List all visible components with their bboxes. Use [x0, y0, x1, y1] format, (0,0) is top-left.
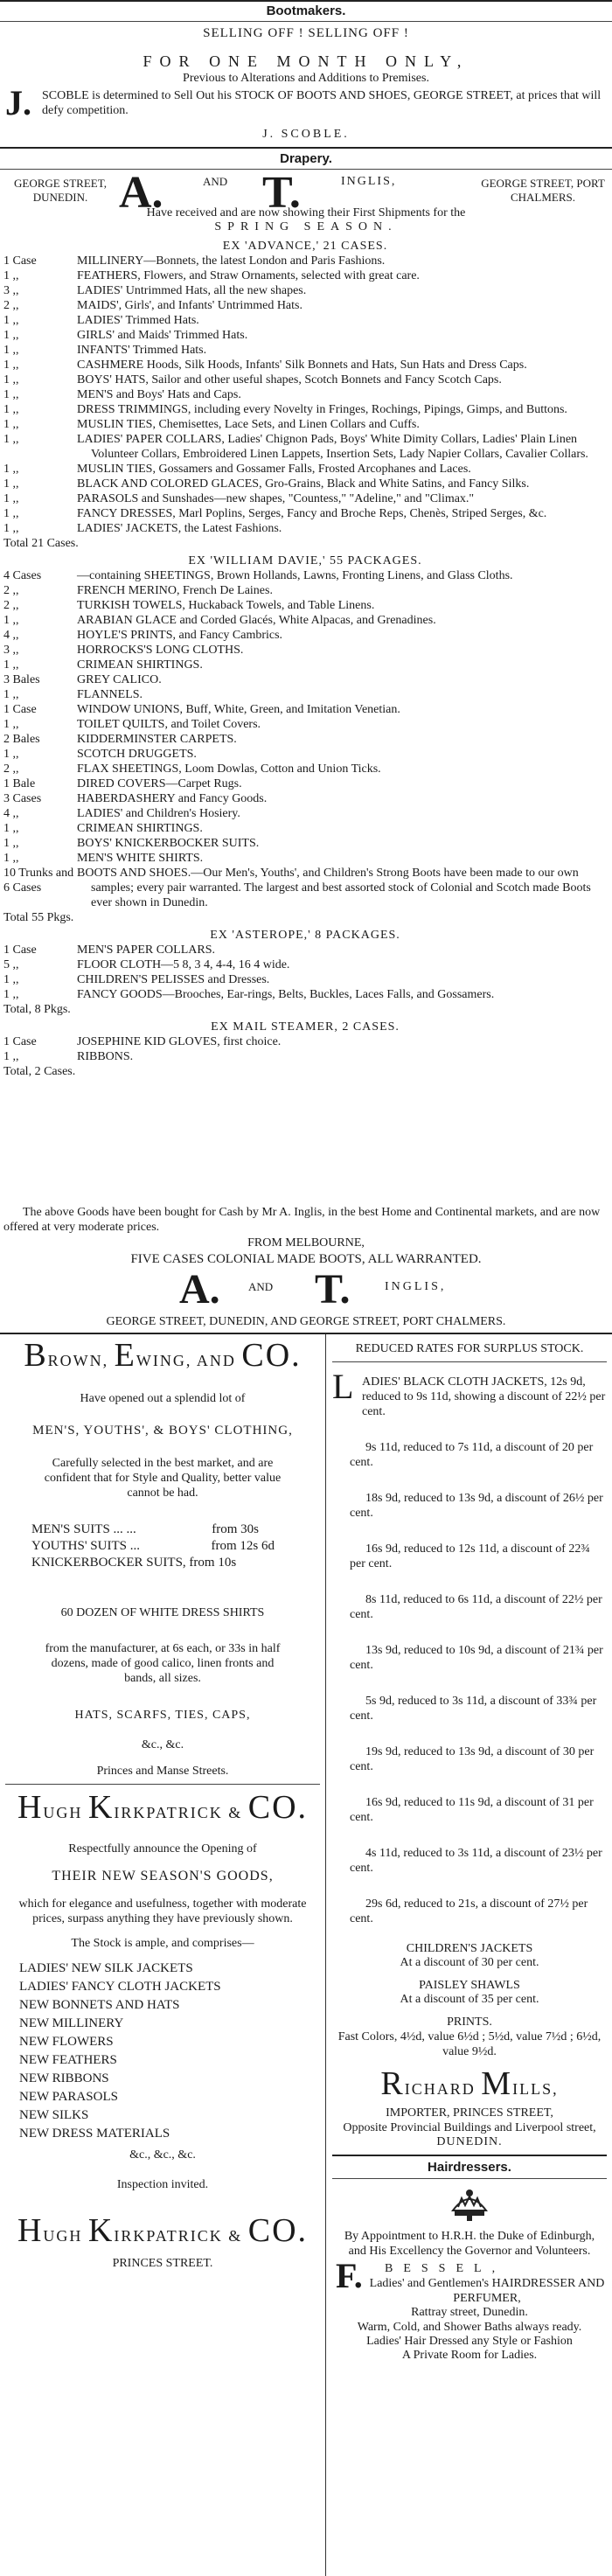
- scoble-signature: J. SCOBLE.: [262, 128, 350, 141]
- shipment-row: [3, 254, 607, 268]
- etc-line: &c., &c.: [141, 1738, 184, 1751]
- shipment-row: [3, 598, 607, 613]
- quantity: 1 ,,: [3, 718, 19, 731]
- importer-line: IMPORTER, PRINCES STREET,: [386, 2106, 553, 2120]
- opposite-line: Opposite Provincial Buildings and Liverpool street,: [343, 2121, 596, 2134]
- item-description: —containing SHEETINGS, Brown Hollands, Lawns, Fronting Linens, and Glass Cloths.: [77, 569, 513, 582]
- item-description: LADIES' PAPER COLLARS, Ladies' Chignon Pads, Boys' White Dimity Collars, Ladies' Plain Linen Volunteer Collars, Embroidered Linen Lappets, Insertion Sets, Lady Napier Collars, Cavalier Collars.: [77, 433, 588, 461]
- from-melbourne: FROM MELBOURNE,: [247, 1236, 365, 1250]
- stock-item: NEW RIBBONS: [19, 2071, 109, 2085]
- firm-initial-t: T.: [262, 168, 301, 218]
- bessel-role: Ladies' and Gentlemen's HAIRDRESSER AND PERFUMER,: [369, 2277, 605, 2305]
- stock-item: NEW MILLINERY: [19, 2016, 124, 2030]
- item-description: WINDOW UNIONS, Buff, White, Green, and Imitation Venetian.: [77, 703, 400, 716]
- prints-desc: Fast Colors, 4½d, value 6½d ; 5½d, value 7½d ; 6½d, value 9½d.: [337, 2030, 602, 2058]
- item-description: TURKISH TOWELS, Huckaback Towels, and Table Linens.: [77, 599, 375, 612]
- item-description: GREY CALICO.: [77, 673, 162, 686]
- item-description: BOOTS AND SHOES.—Our Men's, Youths', and Children's Strong Boots have been made to our own samples; every pair warranted. The largest and best assorted stock of Colonial and Scotch made Boots ever shown in Dunedin.: [77, 867, 591, 909]
- quantity: 1 ,,: [3, 359, 19, 372]
- item-description: DIRED COVERS—Carpet Rugs.: [77, 777, 242, 790]
- shipment-row: [3, 372, 607, 387]
- item-description: GIRLS' and Maids' Trimmed Hats.: [77, 329, 248, 342]
- paisley-discount: At a discount of 35 per cent.: [400, 1993, 539, 2006]
- shipment-row: [3, 791, 607, 806]
- shipment-row: [3, 387, 607, 402]
- shipment-row: [3, 328, 607, 343]
- cap-f: F.: [336, 2256, 363, 2295]
- shipment-row: [3, 957, 607, 972]
- stock-item: LADIES' FANCY CLOTH JACKETS: [19, 1980, 221, 1994]
- item-description: LADIES' JACKETS, the Latest Fashions.: [77, 522, 282, 535]
- shipment-row: [3, 432, 607, 462]
- cap-b: B: [24, 1337, 48, 1374]
- group-title: EX 'ASTEROPE,' 8 PACKAGES.: [210, 929, 400, 942]
- quantity: 1 ,,: [3, 388, 19, 401]
- shipment-row: [3, 613, 607, 628]
- shipment-row: [3, 717, 607, 732]
- bessel-address: Rattray street, Dunedin.: [411, 2306, 528, 2319]
- quantity: 3 Bales: [3, 673, 40, 686]
- item-description: MUSLIN TIES, Gossamers and Gossamer Falls, Frosted Arcophanes and Laces.: [77, 463, 471, 476]
- sale-line: SELLING OFF ! SELLING OFF !: [203, 26, 409, 40]
- shipment-row: [3, 1034, 607, 1049]
- group-title: EX 'WILLIAM DAVIE,' 55 PACKAGES.: [188, 554, 422, 567]
- quantity: 2 ,,: [3, 599, 19, 612]
- shipment-row: [3, 417, 607, 432]
- quantity: 3 Cases: [3, 792, 42, 805]
- title-part: UGH: [43, 1804, 83, 1821]
- item-description: HORROCKS'S LONG CLOTHS.: [77, 644, 244, 657]
- item-description: FANCY DRESSES, Marl Poplins, Serges, Fancy and Broche Reps, Chenès, Striped Serges, &c.: [77, 507, 547, 520]
- quantity: 4 ,,: [3, 807, 19, 820]
- item-description: MAIDS', Girls', and Infants' Untrimmed Hats.: [77, 299, 303, 312]
- quantity: 1 ,,: [3, 492, 19, 505]
- item-description: JOSEPHINE KID GLOVES, first choice.: [77, 1035, 282, 1048]
- suit-name: KNICKERBOCKER SUITS, from 10s: [31, 1556, 237, 1570]
- quantity: 1 ,,: [3, 269, 19, 282]
- reduced-item: 4s 11d, reduced to 3s 11d, a discount of 23½ per cent.: [350, 1847, 602, 1875]
- quantity: 2 ,,: [3, 299, 19, 312]
- shipment-row: [3, 851, 607, 866]
- group-title: EX MAIL STEAMER, 2 CASES.: [211, 1020, 400, 1034]
- childrens-discount: At a discount of 30 per cent.: [400, 1956, 539, 1969]
- item-description: FLOOR CLOTH—5 8, 3 4, 4-4, 16 4 wide.: [77, 958, 290, 971]
- kirkpatrick-items: [5, 1960, 320, 2143]
- quantity: 1 ,,: [3, 658, 19, 672]
- footer-and: AND: [248, 1280, 274, 1293]
- quantity: 1 ,,: [3, 418, 19, 431]
- rule: [0, 169, 612, 170]
- group-total: Total 21 Cases.: [3, 537, 79, 550]
- top-rule: [0, 0, 612, 2]
- item-description: PARASOLS and Sunshades—new shapes, "Countess," "Adeline," and "Climax.": [77, 492, 475, 505]
- rule: [5, 1784, 320, 1785]
- quantity: 5 ,,: [3, 958, 19, 971]
- item-description: MUSLIN TIES, Chemisettes, Lace Sets, and Linen Collars and Cuffs.: [77, 418, 420, 431]
- section-rule: [0, 1333, 612, 1334]
- quantity: 1 ,,: [3, 852, 19, 865]
- cap-co: CO.: [241, 1337, 302, 1374]
- suit-row: [5, 1521, 320, 1538]
- group-title: EX 'ADVANCE,' 21 CASES.: [222, 240, 388, 253]
- inspection-line: Inspection invited.: [116, 2178, 209, 2191]
- reduced-item: 5s 9d, reduced to 3s 11d, a discount of 33¾ per cent.: [350, 1695, 597, 1723]
- shipment-row: [3, 987, 607, 1002]
- childrens-jackets: CHILDREN'S JACKETS: [406, 1942, 533, 1955]
- drapery-intro: Have received and are now showing their First Shipments for the: [146, 206, 466, 219]
- item-description: CASHMERE Hoods, Silk Hoods, Infants' Silk Bonnets and Hats, Sun Hats and Dress Caps.: [77, 359, 527, 372]
- left-address: GEORGE STREET, DUNEDIN.: [14, 177, 107, 204]
- reduced-item: 9s 11d, reduced to 7s 11d, a discount of 20 per cent.: [350, 1441, 594, 1469]
- title-part: WING, AND: [136, 1352, 236, 1369]
- shipment-row: [3, 313, 607, 328]
- item-description: FANCY GOODS—Brooches, Ear-rings, Belts, Buckles, Laces Falls, and Gossamers.: [77, 988, 495, 1001]
- shipment-row: [3, 658, 607, 672]
- item-description: BOYS' HATS, Sailor and other useful shapes, Scotch Bonnets and Fancy Scotch Caps.: [77, 373, 502, 386]
- quantity: 1 ,,: [3, 463, 19, 476]
- goods-line: THEIR NEW SEASON'S GOODS,: [52, 1869, 274, 1883]
- stock-line: The Stock is ample, and comprises—: [71, 1937, 254, 1950]
- reduced-item: 29s 6d, reduced to 21s, a discount of 27½ per cent.: [350, 1897, 588, 1925]
- reduced-item: 16s 9d, reduced to 11s 9d, a discount of 31 per cent.: [350, 1796, 594, 1824]
- item-description: HOYLE'S PRINTS, and Fancy Cambrics.: [77, 629, 283, 642]
- suit-price: from 12s 6d: [211, 1539, 275, 1553]
- quantity: 1 Case: [3, 1035, 37, 1048]
- shipment-row: [3, 628, 607, 643]
- dunedin-line: DUNEDIN.: [436, 2135, 503, 2148]
- royal-crest-icon: [332, 2184, 607, 2227]
- suits-list: [5, 1521, 320, 1571]
- rule: [332, 1361, 607, 1362]
- quantity: 1 Case: [3, 703, 37, 716]
- bessel-block: [332, 2256, 607, 2306]
- quantity: 2 ,,: [3, 584, 19, 597]
- quantity: 3 ,,: [3, 284, 19, 297]
- stock-item: NEW BONNETS AND HATS: [19, 1998, 180, 2012]
- item-description: MEN'S PAPER COLLARS.: [77, 943, 215, 957]
- title-part: ILLS,: [512, 2080, 559, 2098]
- cap-k: K: [87, 1789, 115, 1826]
- shipment-row: [3, 776, 607, 791]
- cap-co: CO.: [247, 1789, 309, 1826]
- drapery-heading: Drapery.: [280, 151, 332, 166]
- reduced-item: 18s 9d, reduced to 13s 9d, a discount of 26½ per cent.: [350, 1492, 603, 1520]
- stock-item: NEW FEATHERS: [19, 2053, 117, 2067]
- quantity: 1 ,,: [3, 837, 19, 850]
- section-rule: [0, 147, 612, 149]
- princes-street: PRINCES STREET.: [112, 2257, 213, 2270]
- title-part: UGH: [43, 2227, 83, 2245]
- quantity: 1 ,,: [3, 507, 19, 520]
- item-description: MEN'S WHITE SHIRTS.: [77, 852, 204, 865]
- shipment-row: [3, 583, 607, 598]
- appointment-text: By Appointment to H.R.H. the Duke of Edinburgh, and His Excellency the Governor and Volunteers.: [344, 2230, 595, 2258]
- quantity: 10 Trunks and 6 Cases: [3, 867, 74, 895]
- shipment-row: [3, 462, 607, 477]
- item-description: ARABIAN GLACE and Corded Glacés, White Alpacas, and Grenadines.: [77, 614, 436, 627]
- quantity: 1 ,,: [3, 477, 19, 491]
- shipment-row: [3, 672, 607, 687]
- quantity: 1 ,,: [3, 522, 19, 535]
- shipment-row: [3, 972, 607, 987]
- quantity: 4 ,,: [3, 629, 19, 642]
- quantity: 3 ,,: [3, 644, 19, 657]
- item-description: LADIES' Untrimmed Hats, all the new shapes.: [77, 284, 307, 297]
- shipment-row: [3, 866, 607, 910]
- rule: [0, 21, 612, 22]
- shipment-row: [3, 643, 607, 658]
- item-description: DRESS TRIMMINGS, including every Novelty in Fringes, Rochings, Pipings, Gimps, and Buttons.: [77, 403, 567, 416]
- quantity: 2 Bales: [3, 733, 40, 746]
- item-description: BOYS' KNICKERBOCKER SUITS.: [77, 837, 260, 850]
- item-description: FLANNELS.: [77, 688, 143, 701]
- shipment-row: [3, 836, 607, 851]
- shirts-line: 60 DOZEN OF WHITE DRESS SHIRTS: [60, 1606, 265, 1619]
- quantity: 1 Case: [3, 943, 37, 957]
- title-part: IRKPATRICK &: [114, 2227, 243, 2245]
- item-description: BLACK AND COLORED GLACES, Gro-Grains, Black and White Satins, and Fancy Silks.: [77, 477, 530, 491]
- brown-ewing-address: Princes and Manse Streets.: [96, 1765, 229, 1778]
- rule: [332, 2178, 607, 2179]
- spring-season: SPRING SEASON.: [214, 220, 398, 233]
- suit-row: [5, 1555, 320, 1571]
- shirts-desc: from the manufacturer, at 6s each, or 33s in half dozens, made of good calico, linen fronts and bands, all sizes.: [45, 1642, 281, 1685]
- item-description: MEN'S and Boys' Hats and Caps.: [77, 388, 241, 401]
- baths-line: Warm, Cold, and Shower Baths always ready.: [357, 2321, 582, 2334]
- footer-address: GEORGE STREET, DUNEDIN, AND GEORGE STREET, PORT CHALMERS.: [106, 1315, 506, 1328]
- item-description: FRENCH MERINO, French De Laines.: [77, 584, 273, 597]
- previous-line: Previous to Alterations and Additions to Premises.: [183, 72, 429, 85]
- bessel-name: BESSEL,: [385, 2262, 506, 2275]
- purchase-note: The above Goods have been bought for Cash by Mr A. Inglis, in the best Home and Continental markets, and are now offered at very moderate prices.: [3, 1206, 601, 1234]
- item-description: LADIES' and Children's Hosiery.: [77, 807, 240, 820]
- shipment-row: [3, 491, 607, 506]
- quantity: 1 Bale: [3, 777, 36, 790]
- stock-item: LADIES' NEW SILK JACKETS: [19, 1961, 193, 1975]
- paisley-shawls: PAISLEY SHAWLS: [419, 1979, 520, 1992]
- quantity: 1 ,,: [3, 373, 19, 386]
- quantity: 1 ,,: [3, 688, 19, 701]
- shipment-row: [3, 687, 607, 702]
- footer-name: INGLIS,: [385, 1280, 447, 1293]
- quantity: 1 ,,: [3, 433, 19, 446]
- shipment-row: [3, 702, 607, 717]
- reduced-item: 19s 9d, reduced to 13s 9d, a discount of 30 per cent.: [350, 1745, 595, 1773]
- shipment-row: [3, 506, 607, 521]
- suit-name: MEN'S SUITS ... ...: [31, 1522, 136, 1536]
- firm-name: INGLIS,: [341, 175, 397, 188]
- shipment-row: [3, 1049, 607, 1064]
- footer-initial-a: A.: [179, 1266, 220, 1312]
- quantity: 1 ,,: [3, 988, 19, 1001]
- item-description: CHILDREN'S PELISSES and Dresses.: [77, 973, 270, 986]
- shipment-row: [3, 806, 607, 821]
- reduced-title: REDUCED RATES FOR SURPLUS STOCK.: [355, 1342, 584, 1355]
- reduced-item: 8s 11d, reduced to 6s 11d, a discount of 22½ per cent.: [350, 1593, 602, 1621]
- shipment-row: [3, 298, 607, 313]
- item-description: FLAX SHEETINGS, Loom Dowlas, Cotton and Union Ticks.: [77, 762, 381, 776]
- shipment-row: [3, 762, 607, 776]
- quantity: 4 Cases: [3, 569, 42, 582]
- shipment-row: [3, 521, 607, 536]
- reduced-rates-ad: [332, 1338, 607, 2363]
- bootmakers-heading: Bootmakers.: [266, 3, 346, 18]
- quantity: 1 ,,: [3, 344, 19, 357]
- footer-initial-t: T.: [315, 1266, 351, 1312]
- firm-and: AND: [203, 175, 228, 188]
- colonial-boots: FIVE CASES COLONIAL MADE BOOTS, ALL WARRANTED.: [130, 1252, 482, 1266]
- cap-e: E: [114, 1337, 136, 1374]
- announce-line: Respectfully announce the Opening of: [68, 1842, 257, 1855]
- scoble-initial: J.: [5, 83, 31, 122]
- shipment-row: [3, 821, 607, 836]
- richard-mills-title: [332, 2066, 607, 2106]
- hairdressers-heading: Hairdressers.: [428, 2160, 511, 2175]
- reduced-item: 13s 9d, reduced to 10s 9d, a discount of 21¾ per cent.: [350, 1644, 603, 1672]
- stock-item: NEW PARASOLS: [19, 2090, 118, 2104]
- stock-item: NEW DRESS MATERIALS: [19, 2127, 170, 2141]
- kp-etc: &c., &c., &c.: [129, 2148, 196, 2162]
- clothing-line: MEN'S, YOUTHS', & BOYS' CLOTHING,: [32, 1424, 293, 1438]
- cap-m: M: [481, 2065, 513, 2102]
- shipment-row: [3, 268, 607, 283]
- suit-price: from 30s: [212, 1522, 259, 1536]
- selected-text: Carefully selected in the best market, and are confident that for Style and Quality, better value cannot be had.: [44, 1457, 282, 1500]
- cap-co: CO.: [247, 2212, 309, 2249]
- suit-row: [5, 1538, 320, 1555]
- quantity: 1 ,,: [3, 973, 19, 986]
- shipment-row: [3, 568, 607, 583]
- quantity: 1 ,,: [3, 403, 19, 416]
- cap-r: R: [380, 2065, 405, 2102]
- item-description: MILLINERY—Bonnets, the latest London and Paris Fashions.: [77, 254, 386, 268]
- cap-l: L: [332, 1367, 354, 1406]
- right-address: GEORGE STREET, PORT CHALMERS.: [481, 177, 605, 204]
- shipment-row: [3, 283, 607, 298]
- scoble-body: SCOBLE is determined to Sell Out his STOCK OF BOOTS AND SHOES, GEORGE STREET, at prices that will defy competition.: [42, 89, 602, 117]
- ladies-line: Ladies' Hair Dressed any Style or Fashion: [366, 2335, 573, 2348]
- item-description: SCOTCH DRUGGETS.: [77, 748, 197, 761]
- quantity: 1 ,,: [3, 1050, 19, 1063]
- cap-k: K: [87, 2212, 115, 2249]
- prints-heading: PRINTS.: [447, 2016, 492, 2029]
- shipment-row: [3, 358, 607, 372]
- quantity: 1 ,,: [3, 748, 19, 761]
- shipment-row: [3, 747, 607, 762]
- column-divider: [325, 1334, 326, 2576]
- title-part: ICHARD: [404, 2080, 476, 2098]
- quantity: 1 ,,: [3, 329, 19, 342]
- opened-line: Have opened out a splendid lot of: [80, 1392, 246, 1405]
- quantity: 1 ,,: [3, 314, 19, 327]
- item-description: CRIMEAN SHIRTINGS.: [77, 822, 203, 835]
- brown-ewing-ad: [5, 1338, 320, 2271]
- item-description: INFANTS' Trimmed Hats.: [77, 344, 207, 357]
- cap-h: H: [17, 2212, 44, 2249]
- suit-name: YOUTHS' SUITS ...: [31, 1539, 140, 1553]
- kirkpatrick-title: [5, 1790, 320, 1830]
- first-item: [332, 1367, 607, 1419]
- brown-ewing-title: [5, 1338, 320, 1378]
- item-description: KIDDERMINSTER CARPETS.: [77, 733, 237, 746]
- which-text: which for elegance and usefulness, together with moderate prices, surpass anything they have previously shown.: [18, 1897, 307, 1925]
- quantity: 1 Case: [3, 254, 37, 268]
- quantity: 2 ,,: [3, 762, 19, 776]
- shipment-groups: [3, 240, 607, 1079]
- quantity: 1 ,,: [3, 822, 19, 835]
- group-total: Total, 8 Pkgs.: [3, 1003, 71, 1016]
- title-part: IRKPATRICK &: [114, 1804, 243, 1821]
- period-line: FOR ONE MONTH ONLY,: [143, 52, 469, 70]
- title-part: ROWN,: [47, 1352, 109, 1369]
- private-room: A Private Room for Ladies.: [401, 2349, 538, 2362]
- kirkpatrick-signature: [5, 2213, 320, 2253]
- reduced-item: 16s 9d, reduced to 12s 11d, a discount of 22¾ per cent.: [350, 1542, 590, 1570]
- item-description: HABERDASHERY and Fancy Goods.: [77, 792, 268, 805]
- first-item-text: ADIES' BLACK CLOTH JACKETS, 12s 9d, reduced to 9s 11d, showing a discount of 22½ per cent.: [362, 1375, 606, 1418]
- stock-item: NEW FLOWERS: [19, 2035, 114, 2049]
- group-total: Total 55 Pkgs.: [3, 911, 74, 924]
- hats-line: HATS, SCARFS, TIES, CAPS,: [74, 1709, 251, 1722]
- item-description: LADIES' Trimmed Hats.: [77, 314, 199, 327]
- shipment-row: [3, 402, 607, 417]
- group-total: Total, 2 Cases.: [3, 1065, 76, 1078]
- shipment-row: [3, 732, 607, 747]
- quantity: 1 ,,: [3, 614, 19, 627]
- reduced-items: [332, 1440, 607, 1926]
- item-description: TOILET QUILTS, and Toilet Covers.: [77, 718, 261, 731]
- stock-item: NEW SILKS: [19, 2108, 89, 2122]
- cap-h: H: [17, 1789, 44, 1826]
- section-rule: [332, 2155, 607, 2156]
- shipment-row: [3, 477, 607, 491]
- item-description: CRIMEAN SHIRTINGS.: [77, 658, 203, 672]
- firm-initial-a: A.: [119, 168, 163, 218]
- item-description: FEATHERS, Flowers, and Straw Ornaments, selected with great care.: [77, 269, 420, 282]
- shipment-row: [3, 343, 607, 358]
- shipment-row: [3, 943, 607, 957]
- item-description: RIBBONS.: [77, 1050, 134, 1063]
